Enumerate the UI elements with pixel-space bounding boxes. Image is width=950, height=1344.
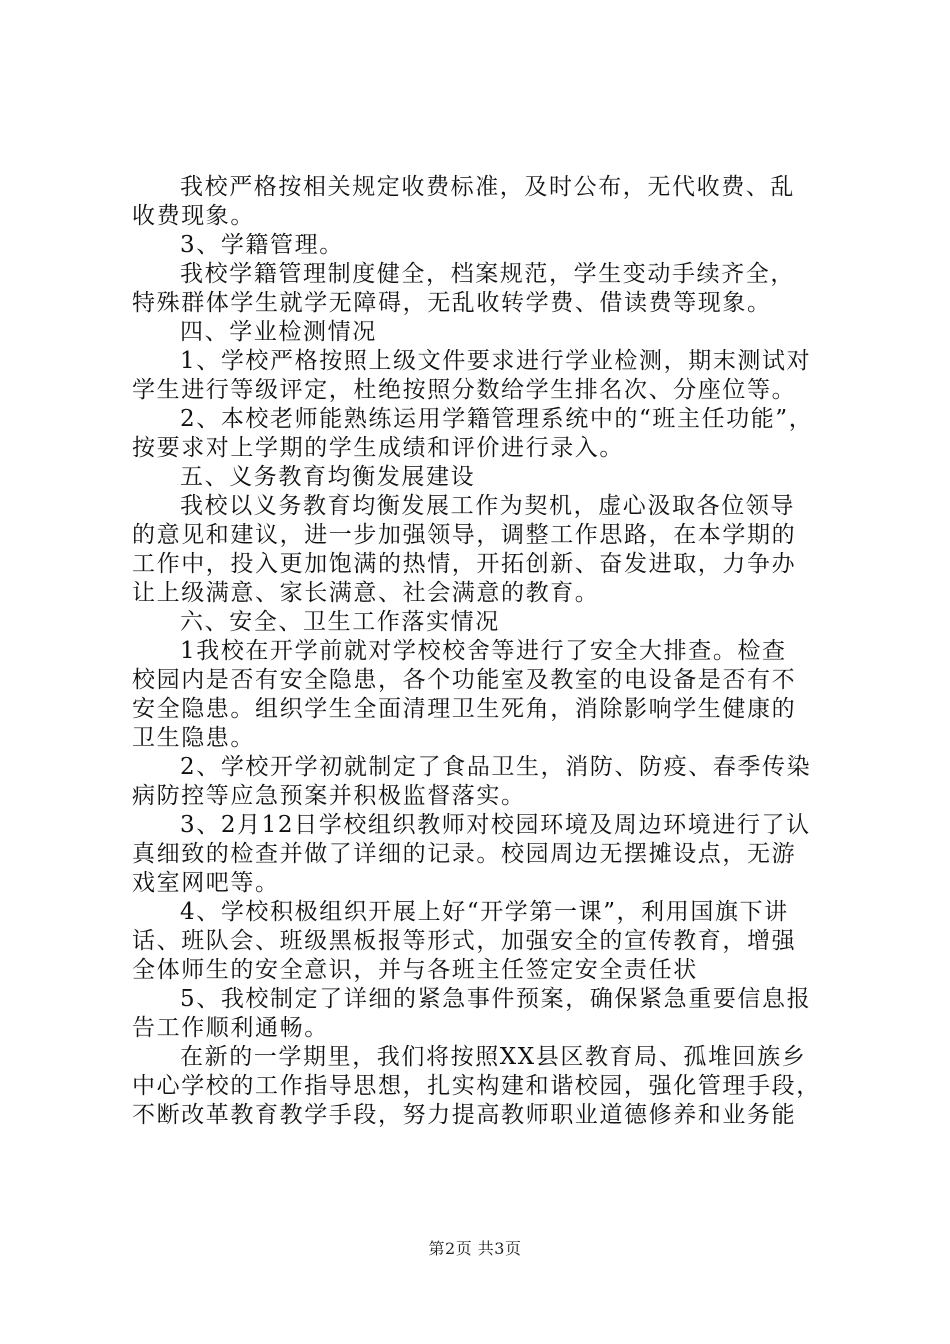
- text-line: 3、2月12日学校组织教师对校园环境及周边环境进行了认: [180, 812, 811, 838]
- text-line: 让上级满意、家长满意、社会满意的教育。: [132, 580, 600, 606]
- text-line: 真细致的检查并做了详细的记录。校园周边无摆摊设点，无游: [132, 841, 797, 867]
- text-line: 四、学业检测情况: [180, 319, 377, 345]
- text-line: 2、学校开学初就制定了食品卫生，消防、防疫、春季传染: [180, 754, 812, 780]
- text-line: 六、安全、卫生工作落实情况: [180, 609, 500, 635]
- text-line: 在新的一学期里，我们将按照XX县区教育局、孤堆回族乡: [180, 1044, 807, 1070]
- text-line: 中心学校的工作指导思想，扎实构建和谐校园，强化管理手段，: [132, 1073, 821, 1099]
- text-line: 五、义务教育均衡发展建设: [180, 464, 476, 490]
- text-line: 全体师生的安全意识，并与各班主任签定安全责任状: [132, 957, 698, 983]
- text-line: 4、学校积极组织开展上好“开学第一课”，利用国旗下讲: [180, 899, 789, 925]
- text-line: 3、学籍管理。: [180, 232, 344, 258]
- text-line: 工作中，投入更加饱满的热情，开拓创新、奋发进取，力争办: [132, 551, 797, 577]
- text-line: 收费现象。: [132, 203, 255, 229]
- document-body: [132, 173, 832, 1130]
- text-line: 告工作顺利通畅。: [132, 1015, 329, 1041]
- text-line: 我校学籍管理制度健全，档案规范，学生变动手续齐全，: [180, 261, 795, 287]
- text-line: 特殊群体学生就学无障碍，无乱收转学费、借读费等现象。: [132, 290, 772, 316]
- text-line: 1、学校严格按照上级文件要求进行学业检测，期末测试对: [180, 348, 812, 374]
- text-line: 5、我校制定了详细的紧急事件预案，确保紧急重要信息报: [180, 986, 812, 1012]
- text-line: 2、本校老师能熟练运用学籍管理系统中的“班主任功能”，: [180, 406, 814, 432]
- text-line: 1我校在开学前就对学校校舍等进行了安全大排查。检查: [180, 638, 787, 664]
- text-line: 我校严格按相关规定收费标准，及时公布，无代收费、乱: [180, 174, 795, 200]
- text-line: 不断改革教育教学手段，努力提高教师职业道德修养和业务能: [132, 1102, 797, 1128]
- text-line: 病防控等应急预案并积极监督落实。: [132, 783, 526, 809]
- text-line: 的意见和建议，进一步加强领导，调整工作思路，在本学期的: [132, 522, 797, 548]
- text-line: 校园内是否有安全隐患，各个功能室及教室的电设备是否有不: [132, 667, 797, 693]
- text-line: 我校以义务教育均衡发展工作为契机，虚心汲取各位领导: [180, 493, 795, 519]
- text-line: 话、班队会、班级黑板报等形式，加强安全的宣传教育，增强: [132, 928, 797, 954]
- text-line: 戏室网吧等。: [132, 870, 280, 896]
- text-line: 学生进行等级评定，杜绝按照分数给学生排名次、分座位等。: [132, 377, 797, 403]
- text-line: 安全隐患。组织学生全面清理卫生死角，消除影响学生健康的: [132, 696, 797, 722]
- text-line: 卫生隐患。: [132, 725, 255, 751]
- page-footer: 第2页 共3页: [428, 1239, 522, 1258]
- text-line: 按要求对上学期的学生成绩和评价进行录入。: [132, 435, 624, 461]
